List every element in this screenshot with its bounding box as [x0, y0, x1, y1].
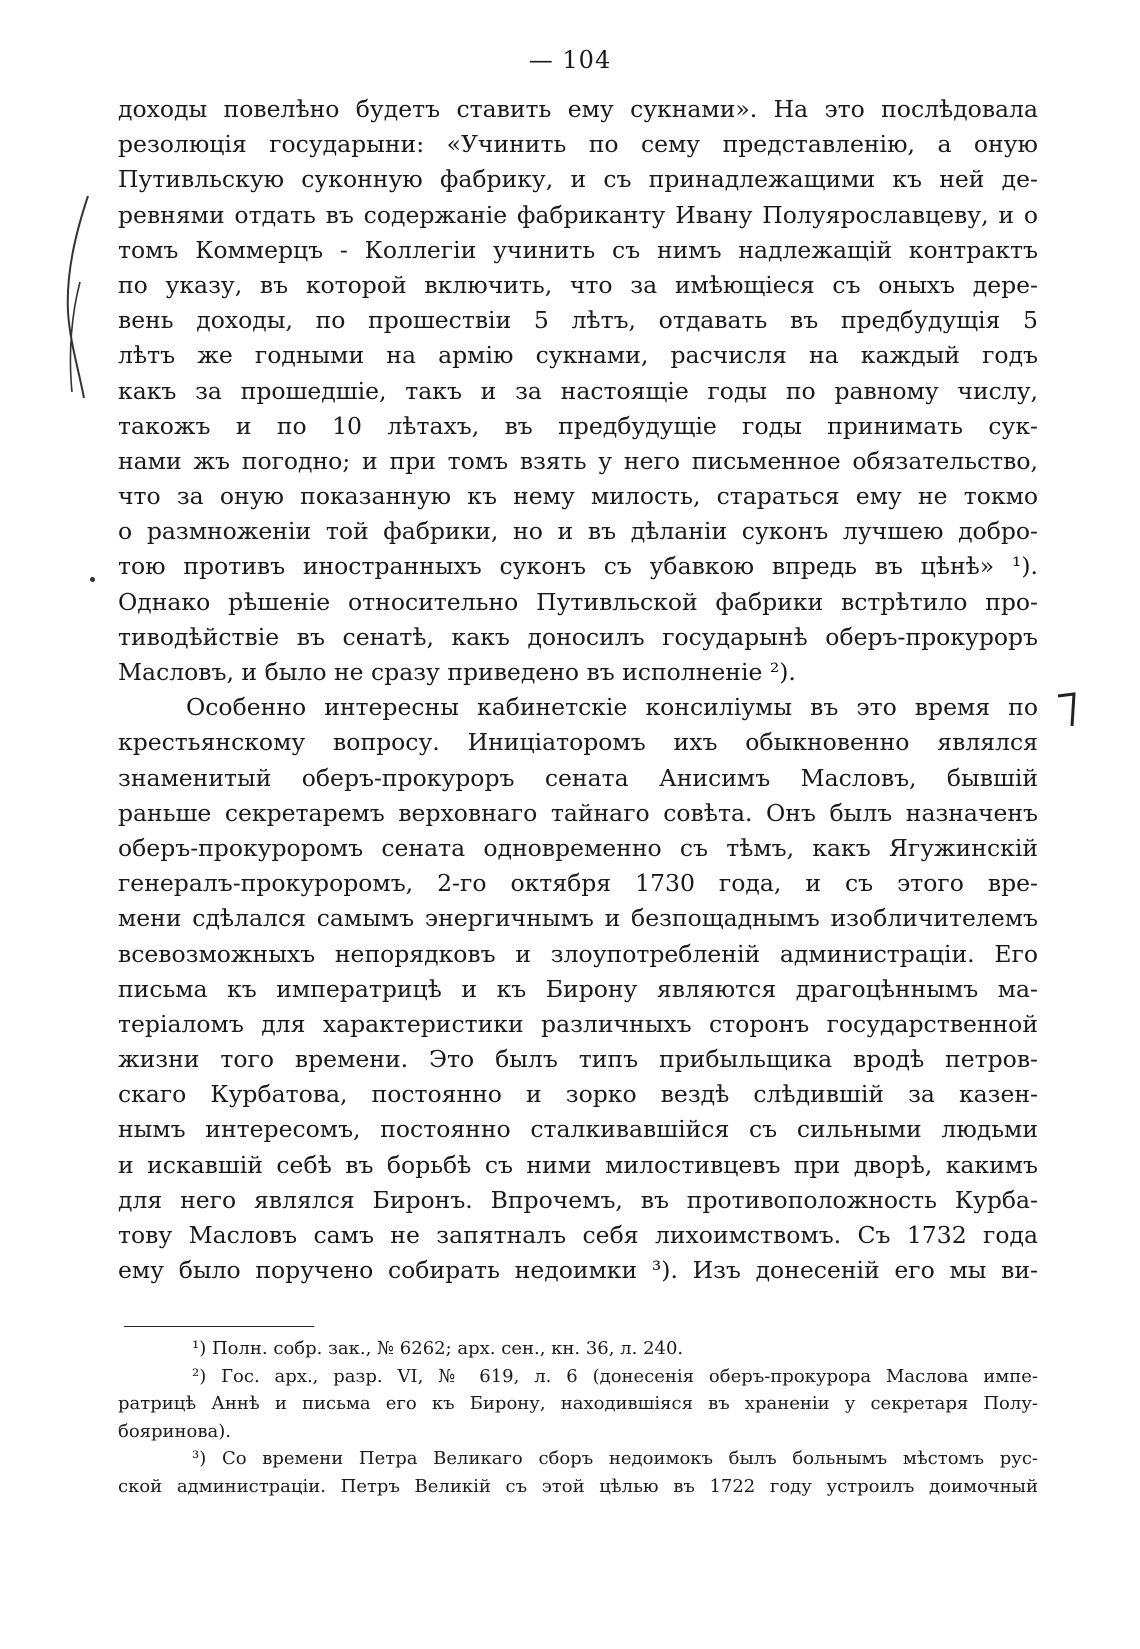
footnote-line: ской администраціи. Петръ Великій съ этой цѣлью въ 1722 году устроилъ доимочный	[118, 1475, 1038, 1497]
body-line: о размноженіи той фабрики, но и въ дѣланіи суконъ лучшею добро-	[118, 517, 1038, 546]
body-text	[118, 92, 1038, 1288]
body-line: знаменитый оберъ-прокуроръ сената Анисимъ Масловъ, бывшій	[118, 763, 1038, 792]
body-line: вень доходы, по прошествіи 5 лѣтъ, отдавать въ предбудущія 5	[118, 306, 1038, 335]
body-line: оберъ-прокуроромъ сената одновременно съ тѣмъ, какъ Ягужинскій	[118, 833, 1038, 862]
body-line: Однако рѣшеніе относительно Путивльской фабрики встрѣтило про-	[118, 587, 1038, 616]
body-line: Особенно интересны кабинетскіе консиліумы въ это время по	[186, 693, 1038, 722]
footnotes	[118, 1335, 1038, 1500]
body-line: скаго Курбатова, постоянно и зорко вездѣ слѣдившій за казен-	[118, 1080, 1038, 1109]
body-line: и искавшій себѣ въ борьбѣ съ ними милостивцевъ при дворѣ, какимъ	[118, 1150, 1038, 1179]
body-line: такожъ и по 10 лѣтахъ, въ предбудущіе годы принимать сук-	[118, 411, 1038, 440]
footnote-line: ¹) Полн. собр. зак., № 6262; арх. сен., кн. 36, л. 240.	[192, 1338, 684, 1359]
footnote-line: ³) Со времени Петра Великаго сборъ недоимокъ былъ больнымъ мѣстомъ рус-	[192, 1448, 1038, 1469]
body-line: резолюція государыни: «Учинить по сему представленію, а оную	[118, 130, 1038, 159]
footnote-line: ратрицѣ Аннѣ и письма его къ Бирону, находившіяся въ храненіи у секретаря Полу-	[118, 1393, 1038, 1414]
stray-dot	[90, 577, 95, 582]
body-line: мени сдѣлался самымъ энергичнымъ и безпощаднымъ изобличителемъ	[118, 904, 1038, 933]
body-line: ему было поручено собирать недоимки ³). Изъ донесеній его мы ви-	[118, 1256, 1038, 1285]
body-line: по указу, въ которой включить, что за имѣющіеся съ оныхъ дере-	[118, 270, 1038, 299]
body-line: лѣтъ же годными на армію сукнами, расчисля на каждый годъ	[118, 341, 1038, 370]
body-line: крестьянскому вопросу. Иниціаторомъ ихъ обыкновенно являлся	[118, 728, 1038, 757]
margin-pencil-mark-right	[1056, 690, 1080, 730]
body-line: тою противъ иностранныхъ суконъ съ убавкою впредь въ цѣнѣ» ¹).	[118, 552, 1038, 581]
body-line: письма къ императрицѣ и къ Бирону являются драгоцѣннымъ ма-	[118, 974, 1038, 1003]
body-line: Путивльскую суконную фабрику, и съ принадлежащими къ ней де-	[118, 165, 1038, 194]
body-line: что за оную показанную къ нему милость, стараться ему не токмо	[118, 482, 1038, 511]
body-line: ревнями отдать въ содержаніе фабриканту Ивану Полуярославцеву, и о	[118, 200, 1038, 229]
body-line: раньше секретаремъ верховнаго тайнаго совѣта. Онъ былъ назначенъ	[118, 798, 1038, 827]
body-line: доходы повелѣно будетъ ставить ему сукнами». На это послѣдовала	[118, 95, 1038, 123]
page-number: — 104	[528, 46, 612, 74]
footnote-rule	[124, 1326, 314, 1327]
body-line: тиводѣйствіе въ сенатѣ, какъ доносилъ государынѣ оберъ-прокуроръ	[118, 622, 1038, 651]
body-line: томъ Коммерцъ - Коллегіи учинить съ нимъ надлежащій контрактъ	[118, 235, 1038, 264]
body-line: генералъ-прокуроромъ, 2-го октября 1730 года, и съ этого вре-	[118, 869, 1038, 898]
body-line: нами жъ погодно; и при томъ взять у него письменное обязательство,	[118, 446, 1038, 475]
body-line: тову Масловъ самъ не запятналъ себя лихоимствомъ. Съ 1732 года	[118, 1221, 1038, 1249]
body-line: какъ за прошедшіе, такъ и за настоящіе годы по равному числу,	[118, 376, 1038, 405]
body-line: нымъ интересомъ, постоянно сталкивавшійся съ сильными людьми	[118, 1115, 1038, 1144]
body-line: для него являлся Биронъ. Впрочемъ, въ противоположность Курба-	[118, 1185, 1038, 1214]
footnote-line: бояринова).	[118, 1420, 231, 1442]
body-line: Масловъ, и было не сразу приведено въ исполненіе ²).	[118, 658, 796, 686]
body-line: жизни того времени. Это былъ типъ прибыльщика вродѣ петров-	[118, 1045, 1038, 1074]
margin-pencil-mark-left	[58, 192, 98, 402]
footnote-line: ²) Гос. арх., разр. VI, № 619, л. 6 (донесенія оберъ-прокурора Маслова импе-	[192, 1365, 1038, 1387]
body-line: всевозможныхъ непорядковъ и злоупотребленій администраціи. Его	[118, 939, 1038, 968]
body-line: теріаломъ для характеристики различныхъ сторонъ государственной	[118, 1009, 1038, 1038]
